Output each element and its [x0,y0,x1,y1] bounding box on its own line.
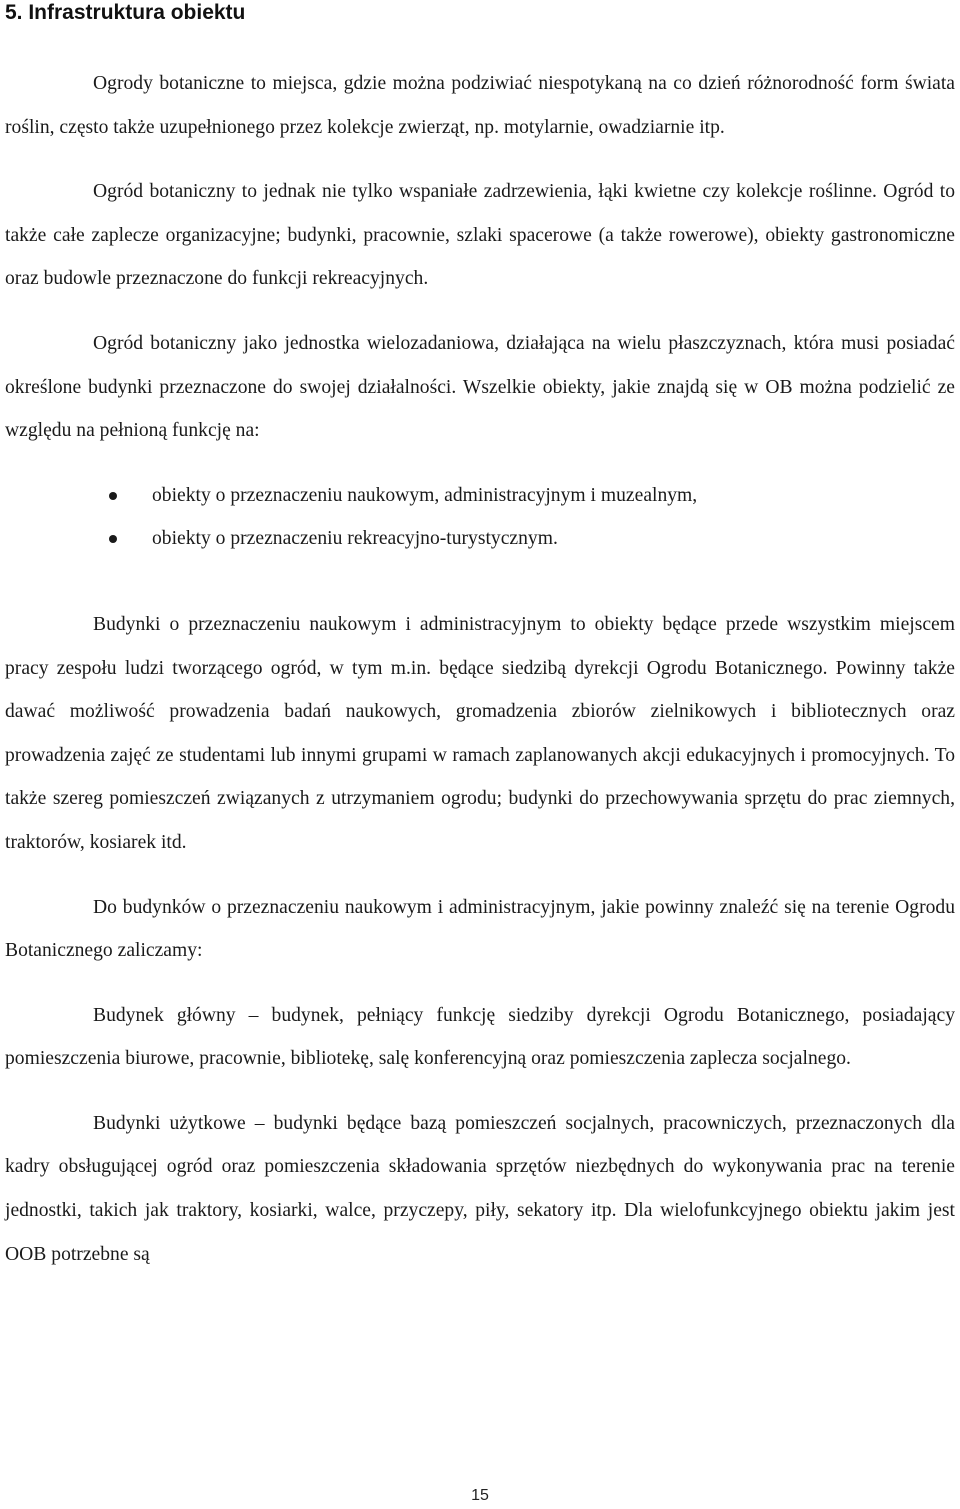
object-types-list [5,474,955,561]
list-item-text: obiekty o przeznaczeniu naukowym, administracyjnym i muzealnym, [152,484,698,506]
spacer [5,973,955,994]
paragraph-functions: Ogród botaniczny jako jednostka wielozadaniowa, działająca na wielu płaszczyznach, która musi posiadać określone budynki przeznaczone do swojej działalności. Wszelkie obiekty, jakie znajdą się w OB można podzielić ze względu na pełnioną funkcję na: [5,332,955,442]
paragraph-buildings-list-intro: Do budynków o przeznaczeniu naukowym i administracyjnym, jakie powinny znaleźć się na terenie Ogrodu Botanicznego zaliczamy: [5,896,955,962]
document-page [5,0,955,1276]
paragraph-scientific-buildings: Budynki o przeznaczeniu naukowym i administracyjnym to obiekty będące przede wszystkim miejscem pracy zespołu ludzi tworzącego ogród, w tym m.in. będące siedzibą dyrekcji Ogrodu Botanicznego. Powinny także dawać możliwość prowadzenia badań naukowych, gromadzenia zbiorów zielnikowych i bibliotecznych oraz prowadzenia zajęć ze studentami lub innymi grupami w ramach zaplanowanych akcji edukacyjnych i promocyjnych. To także szereg pomieszczeń związanych z utrzymaniem ogrodu; budynki do przechowywania sprzętu do prac ziemnych, traktorów, kosiarek itd. [5,613,955,853]
spacer [5,1081,955,1102]
paragraph-main-building: Budynek główny – budynek, pełniący funkcję siedziby dyrekcji Ogrodu Botanicznego, posiadający pomieszczenia biurowe, pracownie, bibliotekę, salę konferencyjną oraz pomieszczenia zaplecza socjalnego. [5,1004,955,1070]
bullet-icon [109,535,117,543]
list-item [5,517,955,561]
spacer [5,453,955,474]
spacer [5,561,955,603]
paragraph-infrastructure: Ogród botaniczny to jednak nie tylko wspaniałe zadrzewienia, łąki kwietne czy kolekcje roślinne. Ogród to także całe zaplecze organizacyjne; budynki, pracownie, szlaki spacerowe (a także rowerowe), obiekty gastronomiczne oraz budowle przeznaczone do funkcji rekreacyjnych. [5,181,955,290]
section-heading: 5. Infrastruktura obiektu [5,1,246,24]
paragraph-intro: Ogrody botaniczne to miejsca, gdzie można podziwiać niespotykaną na co dzień różnorodność form świata roślin, często także uzupełnionego przez kolekcje zwierząt, np. motylarnie, owadziarnie itp. [5,73,955,138]
paragraph-utility-buildings: Budynki użytkowe – budynki będące bazą pomieszczeń socjalnych, pracowniczych, przeznaczonych dla kadry obsługującej ogród oraz pomieszczenia składowania sprzętów niezbędnych do wykonywania prac na terenie jednostki, takich jak traktory, kosiarki, walce, przyczepy, piły, sekatory itp. Dla wielofunkcyjnego obiektu jakim jest OOB potrzebne są [5,1112,955,1265]
spacer [5,301,955,322]
page-number: 15 [471,1487,489,1504]
spacer [5,149,955,170]
bullet-icon [109,492,117,500]
list-item-text: obiekty o przeznaczeniu rekreacyjno-turystycznym. [152,528,558,550]
spacer [5,865,955,886]
spacer [5,25,955,62]
list-item [5,474,955,518]
